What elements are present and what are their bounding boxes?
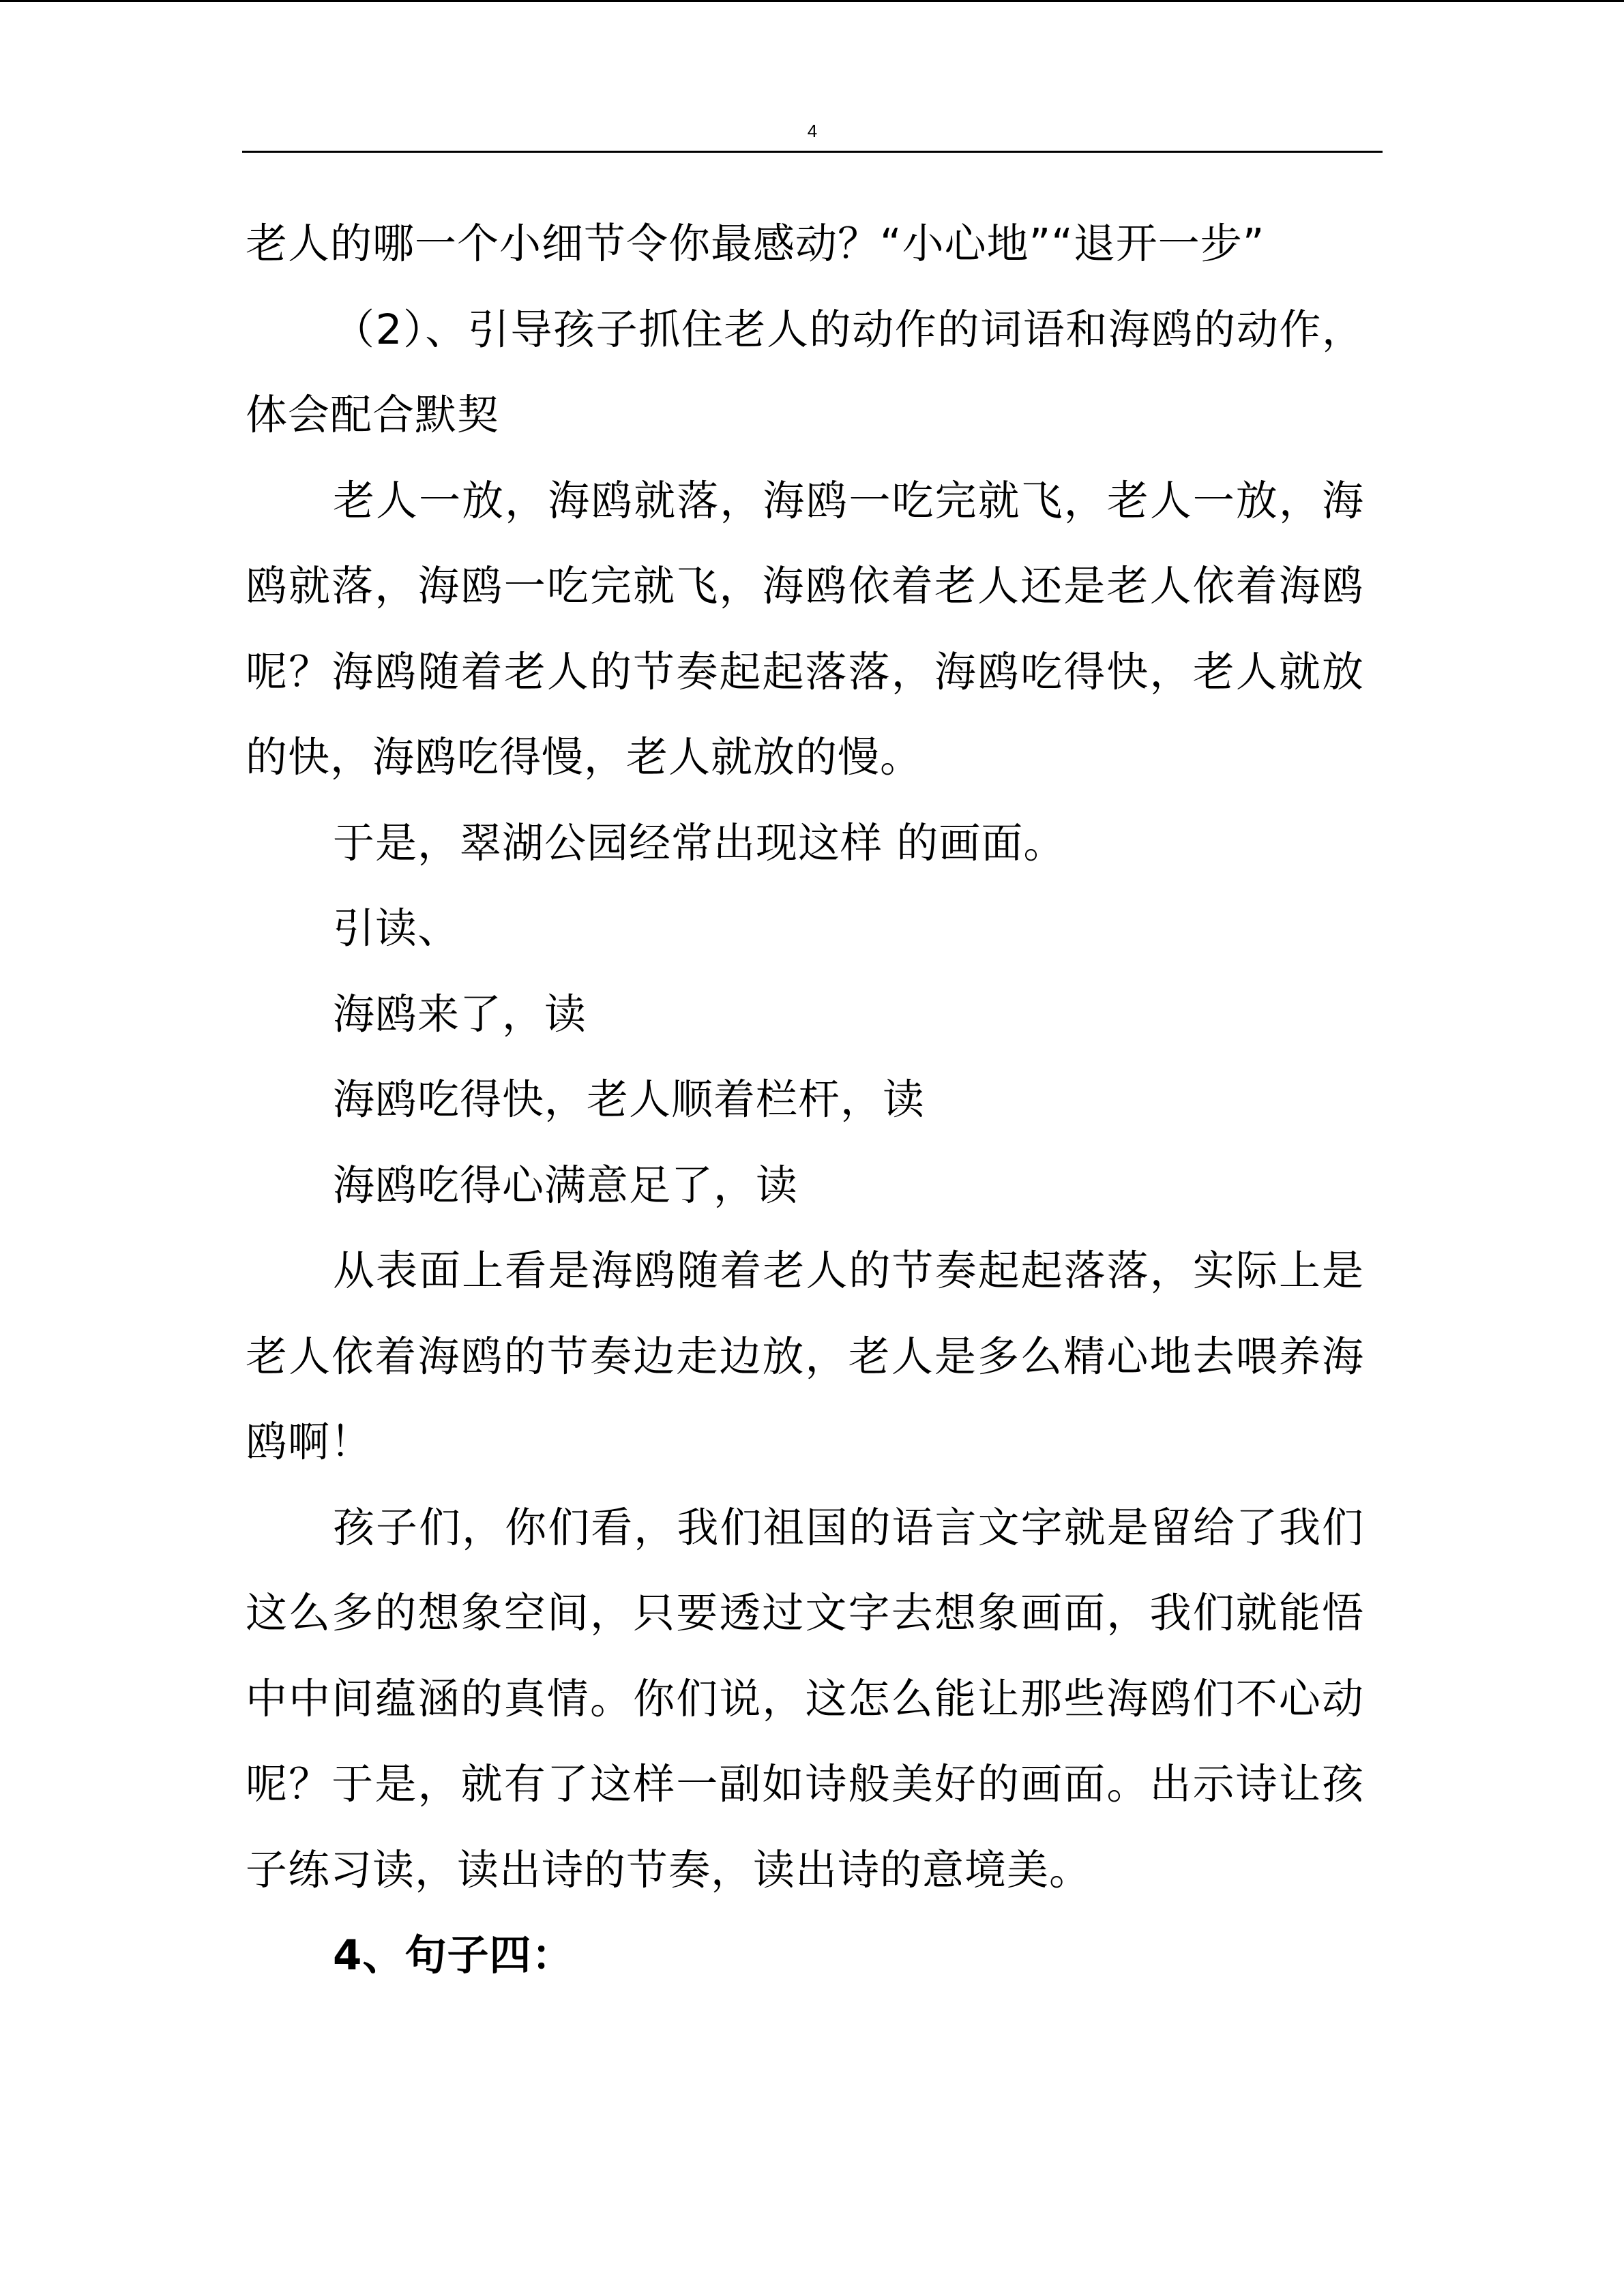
paragraph-language-imagination: 孩子们，你们看，我们祖国的语言文字就是留给了我们这么多的想象空间，只要透过文字去想象画面，我们就能悟中中间蕴涵的真情。你们说，这怎么能让那些海鸥们不心动呢？于是，就有了这样一副如诗般美好的画面。出示诗让孩子练习读，读出诗的节奏，读出诗的意境美。 (246, 1503, 1364, 1894)
paragraph-guide-actions: （2）、引导孩子抓住老人的动作的词语和海鸥的动作，体会配合默契 (246, 305, 1364, 439)
section-heading-sentence-four: 4、句子四： (333, 1931, 574, 1980)
paragraph-rhythm: 老人一放，海鸥就落，海鸥一吃完就飞，老人一放，海鸥就落，海鸥一吃完就飞，海鸥依着老人还是老人依着海鸥呢？海鸥随着老人的节奏起起落落，海鸥吃得快，老人就放的快，海鸥吃得慢，老人就放的慢。 (246, 476, 1364, 781)
paragraph-gulls-come: 海鸥来了，读 (333, 989, 587, 1039)
paragraph-cuihu-park: 于是，翠湖公园经常出现这样 的画面。 (333, 818, 1066, 867)
page-number: 4 (807, 121, 818, 141)
document-body (246, 201, 1364, 1999)
page-header (242, 117, 1383, 153)
paragraph-surface-view: 从表面上看是海鸥随着老人的节奏起起落落，实际上是老人依着海鸥的节奏边走边放，老人是多么精心地去喂养海鸥啊！ (246, 1247, 1364, 1466)
paragraph-question: 老人的哪一个小细节令你最感动？“小心地”“退开一步” (246, 220, 1265, 268)
paragraph-guided-reading: 引读、 (333, 904, 460, 953)
paragraph-gulls-eat-fast: 海鸥吃得快，老人顺着栏杆，读 (333, 1075, 926, 1124)
paragraph-gulls-satisfied: 海鸥吃得心满意足了，读 (333, 1161, 799, 1210)
